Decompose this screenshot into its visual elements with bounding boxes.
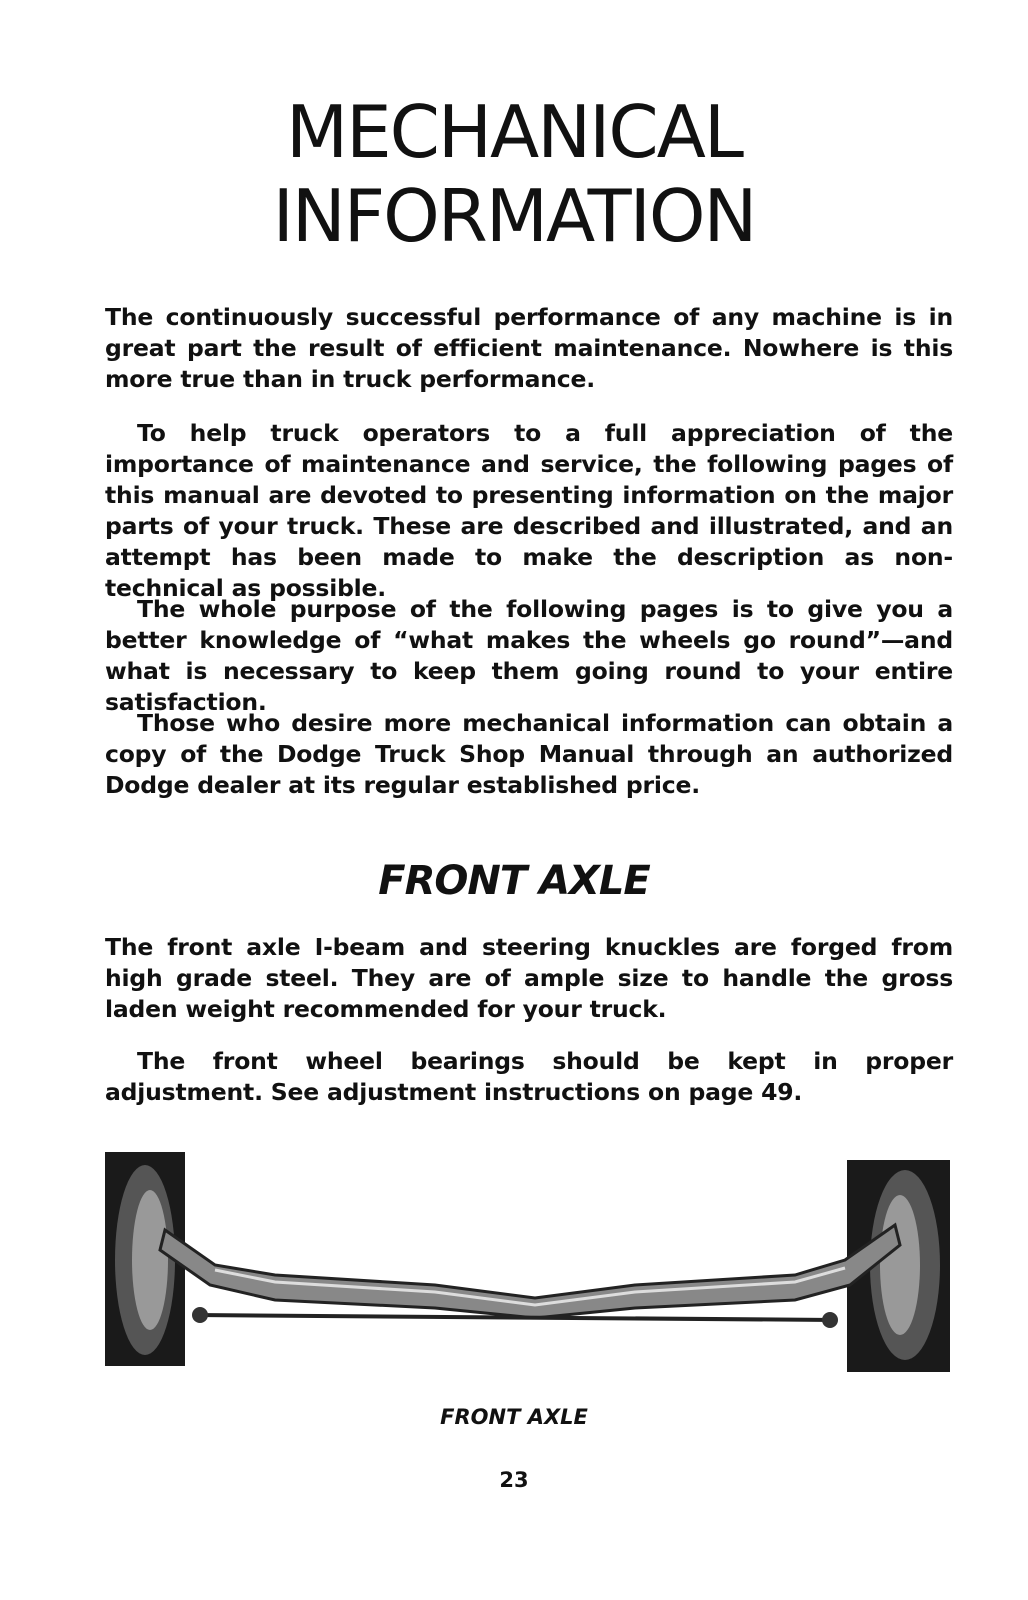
page-title-line-1: MECHANICAL — [285, 90, 742, 174]
page-number: 23 — [499, 1468, 529, 1492]
intro-paragraph: Those who desire more mechanical information can obtain a copy of the Dodge Truck Shop Manual through an authorized Dodge dealer at its regular established price. — [105, 709, 953, 799]
intro-paragraph: To help truck operators to a full appreciation of the importance of maintenance and service, the following pages of this manual are devoted to presenting information on the major parts of your truck. These are described and illustrated, and an attempt has been made to make the description as non-technical as possible. — [105, 419, 953, 602]
section-paragraph: The front wheel bearings should be kept in proper adjustment. See adjustment instructions on page 49. — [105, 1047, 953, 1106]
section-heading: FRONT AXLE — [378, 858, 650, 904]
front-axle-photo — [105, 1150, 950, 1378]
figure-caption: FRONT AXLE — [440, 1405, 588, 1429]
intro-paragraph: The whole purpose of the following pages is to give you a better knowledge of “what makes the wheels go round”—and what is necessary to keep them going round to your entire satisfaction. — [105, 595, 953, 716]
section-paragraph: The front axle I-beam and steering knuckles are forged from high grade steel. They are of ample size to handle the gross laden weight recommended for your truck. — [105, 933, 953, 1023]
intro-paragraph: The continuously successful performance of any machine is in great part the result of efficient maintenance. Nowhere is this more true than in truck performance. — [105, 303, 953, 393]
page-title-line-2: INFORMATION — [272, 174, 756, 258]
